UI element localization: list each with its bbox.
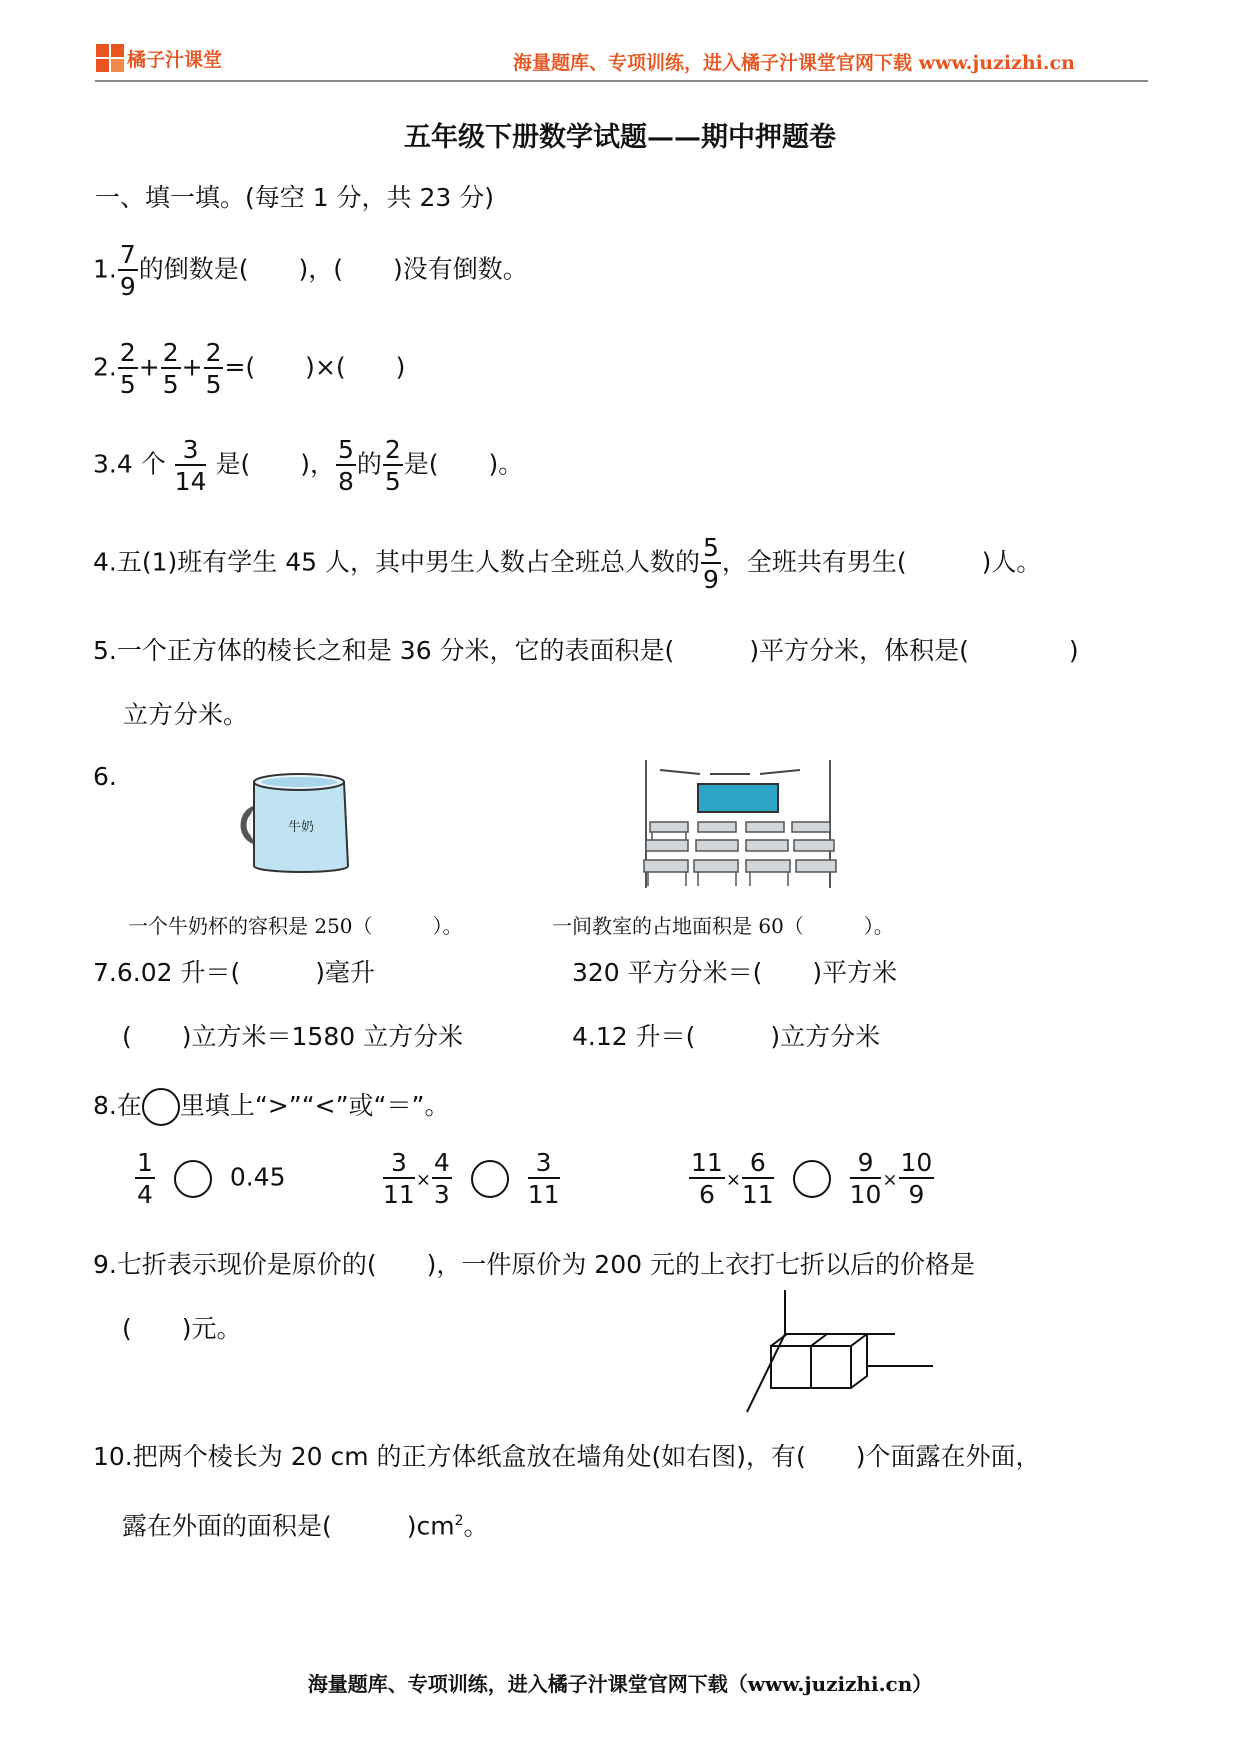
compare-circle-3[interactable] [793, 1160, 831, 1198]
classroom-caption: 一间教室的占地面积是 60（ ）。 [552, 914, 894, 938]
compare-item-2: $\frac{3}{11}$ × $\frac{4}{3}$ $\frac{3}{11}$ [383, 1148, 560, 1209]
question-4: 4.五(1)班有学生 45 人，其中男生人数占全班总人数的 $\frac{5}{9}$ ，全班共有男生( )人。 [93, 533, 1042, 594]
question-5-line2: 立方分米。 [123, 700, 249, 729]
page-title: 五年级下册数学试题——期中押题卷 [404, 122, 836, 153]
compare-item-1: $\frac{1}{4}$ 0.45 [137, 1148, 286, 1209]
cup-label: 牛奶 [288, 820, 315, 835]
milk-cup-caption: 一个牛奶杯的容积是 250（ ）。 [128, 914, 463, 938]
footer-text: 海量题库、专项训练，进入橘子汁课堂官网下载（www.juzizhi.cn） [307, 1672, 933, 1696]
classroom-illustration [640, 760, 840, 888]
question-10-line2: 露在外面的面积是( )$cm^2$。 [122, 1511, 489, 1541]
cube-corner-diagram [745, 1290, 935, 1418]
question-10-line1: 10.把两个棱长为 20 cm 的正方体纸盒放在墙角处(如右图)，有( )个面露在外面， [93, 1442, 1041, 1471]
question-9-line2: ( )元。 [122, 1314, 242, 1343]
question-7d: 4.12 升＝( )立方分米 [572, 1022, 881, 1051]
question-8: 8.在 里填上“>”“<”或“＝”。 [93, 1088, 449, 1126]
question-7b: 320 平方分米＝( )平方米 [572, 958, 898, 987]
header-divider [95, 80, 1148, 82]
question-7a: 7.6.02 升＝( )毫升 [93, 958, 375, 987]
compare-circle-2[interactable] [471, 1160, 509, 1198]
question-6-number: 6. [93, 762, 117, 791]
question-5-line1: 5.一个正方体的棱长之和是 36 分米，它的表面积是( )平方分米，体积是( ) [93, 636, 1079, 665]
question-1: 1. $\frac{7}{9}$ 的倒数是( )，( )没有倒数。 [93, 240, 528, 301]
compare-item-3: $\frac{11}{6}$ × $\frac{6}{11}$ $\frac{9}{10}$ × $\frac{10}{9}$ [691, 1148, 933, 1209]
section-heading: 一、填一填。(每空 1 分，共 23 分) [95, 183, 495, 212]
question-9-line1: 9.七折表示现价是原价的( )，一件原价为 200 元的上衣打七折以后的价格是 [93, 1250, 975, 1279]
logo-text: 橘子汁课堂 [127, 49, 223, 71]
header-link-text[interactable]: 海量题库、专项训练，进入橘子汁课堂官网下载 www.juzizhi.cn [513, 52, 1075, 74]
circle-icon [142, 1088, 180, 1126]
question-2: 2. $\frac{2}{5}$ + $\frac{2}{5}$ + $\frac{2}{5}$ =( )×( ) [93, 338, 406, 399]
compare-circle-1[interactable] [174, 1160, 212, 1198]
milk-cup-illustration [236, 770, 354, 882]
question-7c: ( )立方米＝1580 立方分米 [122, 1022, 464, 1051]
logo-icon [96, 44, 124, 74]
question-3: 3.4 个 $\frac{3}{14}$ 是( )， $\frac{5}{8}$ 的 $\frac{2}{5}$ 是( )。 [93, 435, 524, 496]
